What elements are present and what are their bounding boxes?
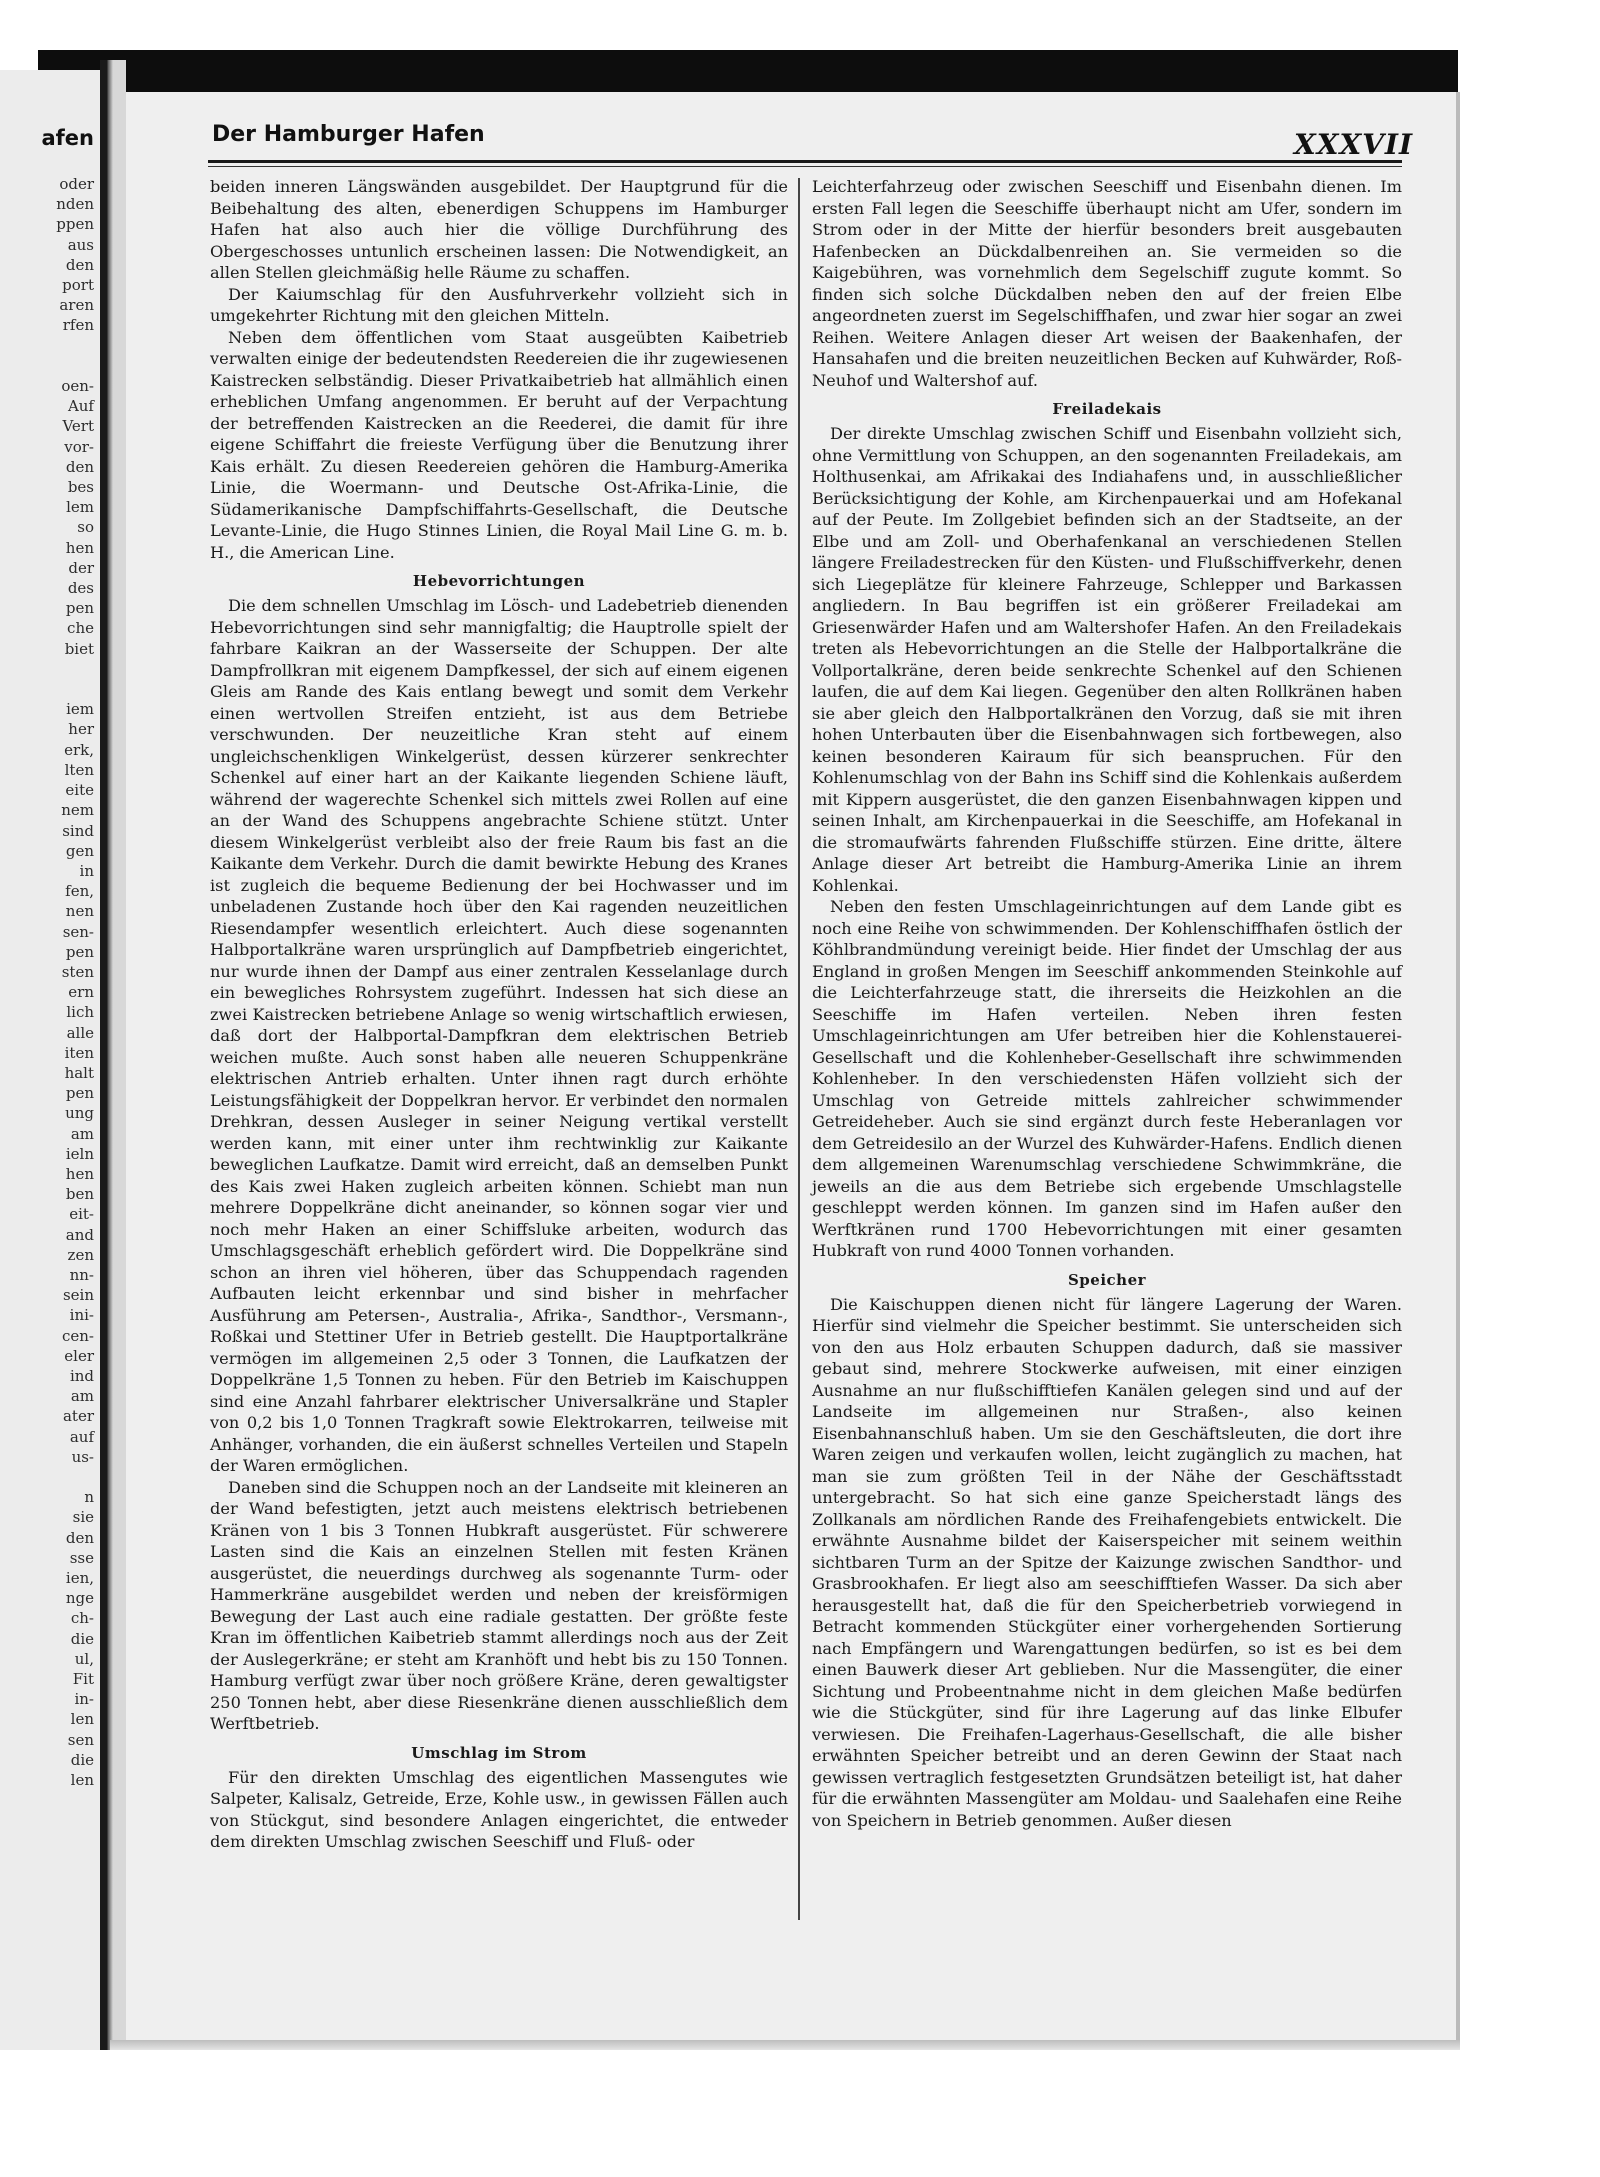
facing-page-fragment-line: rfen bbox=[62, 316, 94, 335]
facing-page-fragment-line: Auf bbox=[63, 397, 94, 416]
facing-page-fragment-line: bes bbox=[67, 478, 94, 497]
header-rule-thin bbox=[208, 166, 1402, 167]
facing-page-fragment bbox=[0, 70, 100, 2050]
facing-page-fragment-line: lem bbox=[66, 498, 94, 517]
facing-page-fragment-line: fen, bbox=[65, 882, 94, 901]
facing-page-fragment-line: die bbox=[70, 1750, 94, 1769]
facing-page-fragment-line: die bbox=[70, 1629, 94, 1648]
facing-page-fragment-line: vor- bbox=[64, 437, 94, 456]
paragraph: Die dem schnellen Umschlag im Lösch- und Ladebetrieb dienenden Hebevorrichtungen sind sehr mannigfaltig; die Hauptrolle spielt der fahrbare Kaikran an der Wasserseite der Schuppen. Der alte Dampfrollkran mit eigenem Dampfkessel, der sich auf einem eigenen Gleis am Rande des Kais entlang bewegt und somit dem Verkehr einen wertvollen Streifen entzieht, ist aus dem Betriebe verschwunden. Der neuzeitliche Kran steht auf einem ungleichschenkligen Winkelgerüst, dessen kürzerer senkrechter Schenkel auf einer hart an der Kaikante liegenden Schiene läuft, während der wagerechte Schenkel sich mittels zwei Rollen auf eine an der Wand des Schuppens angebrachte Schiene stützt. Unter diesem Winkelgerüst verbleibt also der freie Raum bis fast an die Kaikante dem Verkehr. Durch die damit bewirkte Hebung des Kranes ist zugleich die bequeme Bedienung der bei Hochwasser und im unbeladenen Zustande hoch über den Kai ragenden neuzeitlichen Riesendampfer wesentlich erleichtert. Auch diese sogenannten Halbportalkräne waren ursprünglich auf Dampfbetrieb eingerichtet, nur wurde ihnen der Dampf aus einer zentralen Kesselanlage durch ein bewegliches Rohrsystem zugeführt. Indessen hat sich diese an zwei Kaistrecken betriebene Anlage so wenig wirtschaftlich erwiesen, daß dort der Halbportal-Dampfkran dem elektrischen Betrieb weichen mußte. Auch sonst haben alle neueren Schuppenkräne elektrischen Antrieb erhalten. Unter ihnen ragt durch erhöhte Leistungsfähigkeit der Doppelkran hervor. Er verbindet den normalen Drehkran, dessen Ausleger in seiner Neigung vertikal verstellt werden kann, mit einer unter ihm rechtwinklig zur Kaikante beweglichen Laufkatze. Damit wird erreicht, daß an demselben Punkt des Kais zwei Haken zugleich arbeiten können. Schiebt man nun mehrere Doppelkräne dicht aneinander, so können sogar vier und noch mehr Haken an einer Schiffsluke arbeiten, wodurch das Umschlagsgeschäft erheblich gefördert wird. Die Doppelkräne sind schon an ihren viel höheren, über das Schuppendach ragenden Aufbauten leicht erkennbar und sind bisher in mehrfacher Ausführung am Petersen-, Australia-, Afrika-, Sandthor-, Versmann-, Roßkai und Stettiner Ufer in Betrieb gestellt. Die Hauptportalkräne vermögen im allgemeinen 2,5 oder 3 Tonnen, die Laufkatzen der Doppelkräne 1,5 Tonnen zu heben. Für den Betrieb im Kaischuppen sind eine Anzahl fahrbarer elektrischer Universalkräne und Stapler von 0,2 bis 1,0 Tonnen Tragkraft sowie Elektrokarren, teilweise mit Anhänger, vorhanden, die ein äußerst schnelles Verteilen und Stapeln der Waren ermöglichen. bbox=[210, 596, 788, 1475]
facing-page-fragment-line: pen bbox=[65, 599, 94, 618]
facing-page-fragment-line: nge bbox=[65, 1589, 94, 1608]
facing-page-fragment-line: am bbox=[70, 1387, 94, 1406]
page-number: XXXVII bbox=[1294, 128, 1414, 161]
facing-page-fragment-line: zen bbox=[67, 1245, 94, 1264]
paragraph: Neben dem öffentlichen vom Staat ausgeübten Kaibetrieb verwalten einige der bedeutendsten Reedereien die ihr zugewiesenen Kaistrecken selbständig. Dieser Privatkaibetrieb hat allmählich einen erheblichen Umfang angenommen. Er beruht auf der Verpachtung der betreffenden Kaistrecken an die Reederei, die damit für ihre eigene Schiffahrt die freieste Verfügung über die Benutzung ihrer Kais erhält. Zu diesen Reedereien gehören die Hamburg-Amerika Linie, die Woermann- und Deutsche Ost-Afrika-Linie, die Südamerikanische Dampfschiffahrts-Gesellschaft, die Deutsche Levante-Linie, die Hugo Stinnes Linien, die Royal Mail Line G. m. b. H., die American Line. bbox=[210, 327, 788, 562]
facing-page-fragment-line: ung bbox=[65, 1104, 94, 1123]
facing-page-fragment-line: der bbox=[68, 558, 94, 577]
facing-page-fragment-line: des bbox=[63, 579, 94, 598]
facing-page-fragment-line: ul, bbox=[74, 1649, 94, 1668]
facing-page-fragment-line: n bbox=[84, 1488, 94, 1507]
facing-page-fragment-line: lten bbox=[64, 760, 94, 779]
facing-page-fragment-line: halt bbox=[64, 1063, 94, 1082]
facing-page-fragment-line: sten bbox=[61, 962, 94, 981]
facing-page-fragment-line: auf bbox=[69, 1427, 94, 1446]
facing-page-fragment-line: alle bbox=[66, 1023, 94, 1042]
facing-page-fragment-line: hen bbox=[65, 538, 94, 557]
facing-page-fragment-line: pen bbox=[65, 942, 94, 961]
section-heading: Umschlag im Strom bbox=[411, 1743, 587, 1762]
facing-page-fragment-line: sie bbox=[72, 1508, 94, 1527]
facing-page-fragment-line: sen- bbox=[62, 922, 94, 941]
facing-page-running-head: afen bbox=[41, 126, 94, 150]
running-head: Der Hamburger Hafen bbox=[212, 122, 485, 147]
scan-margin-bottom bbox=[0, 2050, 1600, 2177]
section-heading: Hebevorrichtungen bbox=[412, 572, 586, 590]
facing-page-fragment-line: len bbox=[70, 1771, 94, 1790]
facing-page-fragment-line: len bbox=[70, 1710, 94, 1729]
paragraph: Für den direkten Umschlag des eigentlichen Massengutes wie Salpeter, Kalisalz, Getreide, Erze, Kohle usw., in gewissen Fällen auch von Stückgut, sind besondere Anlagen eingerichtet, die entweder dem direkten Umschlag zwischen Seeschiff und Fluß- oder bbox=[210, 1767, 788, 1851]
facing-page-fragment-line: sse bbox=[69, 1548, 94, 1567]
facing-page-fragment-line: ini- bbox=[69, 1306, 94, 1325]
facing-page-fragment-line: eler bbox=[64, 1346, 94, 1365]
facing-page-fragment-line: che bbox=[67, 619, 94, 638]
facing-page-fragment-line: ch- bbox=[70, 1609, 94, 1628]
paragraph: Daneben sind die Schuppen noch an der Landseite mit kleineren an der Wand befestigten, jetzt auch meistens elektrisch betriebenen Kränen von 1 bis 3 Tonnen Hubkraft ausgerüstet. Für schwerere Lasten sind die Kais an einzelnen Stellen mit festen Kränen ausgerüstet, die neuerdings durchweg als sogenannte Turm- oder Hammerkräne ausgebildet werden und neben der kreisförmigen Bewegung der Last auch eine radiale gestatten. Der größte feste Kran im öffentlichen Kaibetrieb stammt allerdings noch aus der Zeit der Auslegerkräne; er steht am Kranhöft und hebt bis zu 150 Tonnen. Hamburg verfügt zwar über noch größere Kräne, deren gewaltigster 250 Tonnen hebt, aber diese Riesenkräne dienen ausschließlich dem Werftbetrieb. bbox=[210, 1477, 788, 1733]
facing-page-fragment-line: oen- bbox=[61, 377, 94, 396]
facing-page-text-fragments bbox=[56, 174, 100, 1790]
facing-page-fragment-line: eit- bbox=[69, 1205, 94, 1224]
facing-page-fragment-line: erk, bbox=[64, 740, 94, 759]
facing-page-fragment-line: sein bbox=[62, 1286, 94, 1305]
facing-page-fragment-line: ien, bbox=[65, 1569, 94, 1588]
facing-page-fragment-line: nden bbox=[56, 195, 94, 214]
facing-page-fragment-line: Vert bbox=[62, 417, 94, 436]
facing-page-fragment-line: iem bbox=[66, 700, 94, 719]
facing-page-fragment-line bbox=[56, 659, 100, 679]
paragraph: beiden inneren Längswänden ausgebildet. Der Hauptgrund für die Beibehaltung des alten, ebenerdigen Schuppens im Hamburger Hafen hat also auch hier die völlige Durchführung des Obergeschosses untunlich erscheinen lassen: Die Notwendigkeit, an allen Stellen gleichmäßig helle Räume zu schaffen. bbox=[210, 177, 788, 282]
facing-page-fragment-line: in bbox=[74, 861, 94, 880]
facing-page-fragment-line: so bbox=[72, 518, 94, 537]
book-gutter bbox=[100, 60, 126, 2050]
text-column-left bbox=[210, 176, 788, 1853]
facing-page-fragment-line: ater bbox=[62, 1407, 94, 1426]
facing-page-fragment-line bbox=[56, 336, 100, 356]
paragraph: Der direkte Umschlag zwischen Schiff und Eisenbahn vollzieht sich, ohne Vermittlung von Schuppen, an den sogenannten Freiladekais, am Holthusenkai, am Afrikakai des Indiahafens und, in ausschließlicher Berücksichtigung der Kohle, am Kirchenpauerkai und am Hofekanal auf der Peute. Im Zollgebiet befinden sich an der Stadtseite, an der Elbe und am Zoll- und Oberhafenkanal an verschiedenen Stellen längere Freiladestrecken für den Küsten- und Flußschiffverkehr, denen sich Liegeplätze für kleinere Fahrzeuge, Schlepper und Barkassen angliedern. In Bau begriffen ist ein größerer Freiladekai am Griesenwärder Hafen und am Waltershofer Hafen. An den Freiladekais treten als Hebevorrichtungen an die Stelle der Halbportalkräne die Vollportalkräne, deren beide senkrechte Schenkel auf den Schienen laufen, die auf dem Kai liegen. Gegenüber den alten Rollkränen haben sie aber gleich den Halbportalkränen den Vorzug, daß sie mit ihren hohen Unterbauten über die Eisenbahnwagen sich fortbewegen, also keinen besonderen Kairaum für sich beanspruchen. Für den Kohlenumschlag von der Bahn ins Schiff sind die Kohlenkais außerdem mit Kippern ausgerüstet, die den ganzen Eisenbahnwagen kippen und seinen Inhalt, am Kirchenpauerkai in die Seeschiffe, am Hofekanal in die stromaufwärts fahrenden Flußschiffe stürzen. Eine dritte, ältere Anlage dieser Art betreibt die Hamburg-Amerika Linie an ihrem Kohlenkai. bbox=[812, 424, 1402, 895]
facing-page-fragment-line: cen- bbox=[61, 1326, 94, 1345]
facing-page-fragment-line: nen bbox=[65, 902, 94, 921]
facing-page-fragment-line: and bbox=[65, 1225, 94, 1244]
page-edge bbox=[1456, 92, 1460, 2050]
facing-page-fragment-line: nem bbox=[61, 801, 94, 820]
facing-page-fragment-line: den bbox=[65, 1528, 94, 1547]
facing-page-fragment-line: her bbox=[68, 720, 94, 739]
facing-page-fragment-line: hen bbox=[65, 1164, 94, 1183]
facing-page-fragment-line bbox=[56, 1467, 100, 1487]
column-divider bbox=[798, 178, 800, 1920]
facing-page-fragment-line: ben bbox=[65, 1185, 94, 1204]
facing-page-fragment-line: sen bbox=[67, 1730, 94, 1749]
facing-page-fragment-line: aren bbox=[59, 296, 94, 315]
facing-page-fragment-line: lich bbox=[66, 1003, 94, 1022]
facing-page-fragment-line: aus bbox=[62, 235, 94, 254]
header-rule bbox=[208, 160, 1402, 163]
facing-page-fragment-line: in- bbox=[74, 1690, 94, 1709]
facing-page-fragment-line bbox=[56, 679, 100, 699]
facing-page-fragment-line: biet bbox=[64, 639, 94, 658]
scan-frame-top bbox=[38, 50, 1458, 92]
facing-page-fragment-line: pen bbox=[65, 1084, 94, 1103]
facing-page-fragment-line: am bbox=[66, 1124, 94, 1143]
facing-page-fragment-line: sind bbox=[62, 821, 94, 840]
facing-page-fragment-line: ern bbox=[68, 983, 94, 1002]
facing-page-fragment-line: Fit bbox=[72, 1670, 94, 1689]
facing-page-fragment-line: gen bbox=[65, 841, 94, 860]
facing-page-fragment-line: oder bbox=[59, 175, 94, 193]
paragraph: Leichterfahrzeug oder zwischen Seeschiff und Eisenbahn dienen. Im ersten Fall legen die Seeschiffe überhaupt nicht am Ufer, sondern im Strom oder in der Mitte der hierfür besonders breit ausgebauten Hafenbecken an Dückdalbenreihen an. Sie vermeiden so die Kaigebühren, was vornehmlich dem Segelschiff zugute kommt. So finden sich solche Dückdalben neben den auf der freien Elbe angeordneten zuerst im Segelschiffhafen, und zwar hier sogar an zwei Reihen. Weitere Anlagen dieser Art weisen der Baakenhafen, der Hansahafen und die breiten neuzeitlichen Becken auf Kuhwärder, Roß-Neuhof und Waltershof auf. bbox=[812, 177, 1402, 390]
section-heading: Freiladekais bbox=[1052, 400, 1162, 418]
facing-page-fragment-line: eite bbox=[65, 781, 94, 800]
section-heading: Speicher bbox=[1067, 1270, 1147, 1289]
paragraph: Die Kaischuppen dienen nicht für längere Lagerung der Waren. Hierfür sind vielmehr die Speicher bestimmt. Sie unterscheiden sich von den aus Holz erbauten Schuppen dadurch, daß sie massiver gebaut sind, mehrere Stockwerke aufweisen, mit einer einzigen Ausnahme an nur flußschifftiefen Kanälen gelegen sind und auf der Landseite im allgemeinen nur Straßen-, also keinen Eisenbahnanschluß haben. Um sie den Geschäftsleuten, die dort ihre Waren zeigen und verkaufen wollen, leicht zugänglich zu machen, hat man sie zum größten Teil in der Nähe der Geschäftsstadt untergebracht. So hat sich eine ganze Speicherstadt längs des Zollkanals am nördlichen Rande des Freihafengebiets entwickelt. Die erwähnte Ausnahme bildet der Kaiserspeicher mit seinem weithin sichtbaren Turm an der Spitze der Kaizunge zwischen Sandthor- und Grasbrookhafen. Er liegt also am seeschifftiefen Wasser. Da sich aber herausgestellt hat, daß die für den Speicherbetrieb vorwiegend in Betracht kommenden Stückgüter einer vorhergehenden Sortierung nach Empfängern und Warengattungen bedürfen, so ist es bei dem einen Bauwerk dieser Art geblieben. Nur die Massengüter, die einer Sichtung und Probeentnahme nicht in dem gleichen Maße bedürfen wie die Stückgüter, sind für ihre Lagerung auf das linke Elbufer verwiesen. Die Freihafen-Lagerhaus-Gesellschaft, die alle bisher erwähnten Speicher betreibt und an deren Gewinn der Staat nach gewissen vertraglich festgesetzten Grundsätzen beteiligt ist, hat daher für die erwähnten Massengüter am Moldau- und Saalehafen eine Reihe von Speichern in Betrieb genommen. Außer diesen bbox=[812, 1294, 1402, 1830]
facing-page-fragment-line: den bbox=[61, 457, 94, 476]
facing-page-fragment-line: ind bbox=[69, 1366, 94, 1385]
facing-page-fragment-line: iten bbox=[64, 1043, 94, 1062]
paragraph: Der Kaiumschlag für den Ausfuhrverkehr vollzieht sich in umgekehrter Richtung mit den gleichen Mitteln. bbox=[210, 284, 788, 325]
facing-page-fragment-line: den bbox=[61, 255, 94, 274]
facing-page-fragment-line: nn- bbox=[69, 1265, 94, 1284]
text-column-right bbox=[812, 176, 1402, 1831]
facing-page-fragment-line: port bbox=[62, 276, 94, 295]
facing-page-fragment-line: ieln bbox=[65, 1144, 94, 1163]
facing-page-fragment-line: ppen bbox=[56, 215, 94, 234]
facing-page-fragment-line: us- bbox=[71, 1447, 94, 1466]
paragraph: Neben den festen Umschlageinrichtungen auf dem Lande gibt es noch eine Reihe von schwimmenden. Der Kohlenschiffhafen östlich der Köhlbrandmündung vereinigt beide. Hier findet der Umschlag der aus England in großen Mengen im Seeschiff ankommenden Steinkohle auf die Leichterfahrzeuge statt, die ihrerseits die Heizkohlen an die Seeschiffe im Hafen verteilen. Neben ihren festen Umschlageinrichtungen am Ufer betreiben hier die Kohlenstauerei-Gesellschaft und die Kohlenheber-Gesellschaft ihre schwimmenden Kohlenheber. In den verschiedensten Häfen vollzieht sich der Umschlag von Getreide mittels zahlreicher schwimmender Getreideheber. Auch sie sind ergänzt durch feste Heberanlagen vor dem Getreidesilo an der Wurzel des Kuhwärder-Hafens. Endlich dienen dem allgemeinen Warenumschlag verschiedene Schwimmkräne, die jeweils an die aus dem Betriebe sich ergebende Umschlagstelle geschleppt werden können. Im ganzen sind im Hafen außer den Werftkränen rund 1700 Hebevorrichtungen mit einer gesamten Hubkraft von rund 4000 Tonnen vorhanden. bbox=[812, 897, 1402, 1260]
facing-page-fragment-line bbox=[56, 356, 100, 376]
